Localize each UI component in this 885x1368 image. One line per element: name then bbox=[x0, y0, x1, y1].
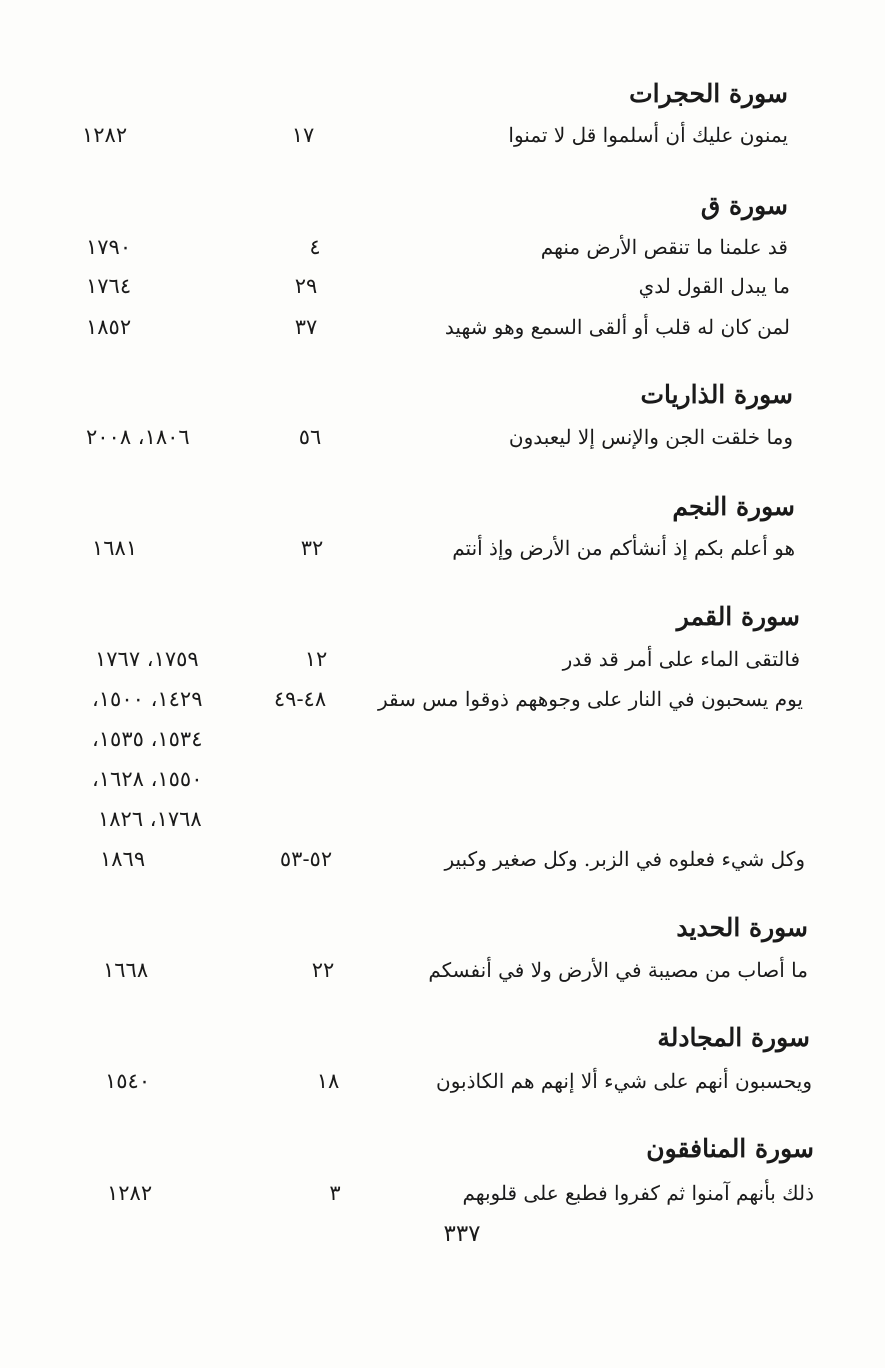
surah-heading: سورة المجادلة bbox=[657, 1023, 810, 1052]
reference-numbers: ١٧٩٠ bbox=[86, 235, 132, 259]
reference-numbers: ١٧٥٩، ١٧٦٧ bbox=[95, 647, 199, 671]
verse-text: وما خلقت الجن والإنس إلا ليعبدون bbox=[508, 425, 793, 449]
ayah-number: ٣٧ bbox=[294, 315, 318, 339]
verse-text: ذلك بأنهم آمنوا ثم كفروا فطبع على قلوبهم bbox=[462, 1181, 814, 1205]
surah-heading: سورة ق bbox=[700, 191, 788, 220]
reference-numbers: ١٤٢٩، ١٥٠٠، bbox=[92, 687, 203, 711]
verse-text: ويحسبون أنهم على شيء ألا إنهم هم الكاذبون bbox=[436, 1069, 812, 1093]
index-row bbox=[0, 118, 885, 152]
ayah-number: ٣ bbox=[329, 1181, 341, 1205]
index-row bbox=[0, 310, 885, 344]
index-row bbox=[0, 1176, 885, 1210]
reference-numbers: ١٥٣٤، ١٥٣٥، bbox=[92, 727, 203, 751]
reference-numbers: ١٦٨١ bbox=[92, 536, 138, 560]
surah-heading: سورة الذاريات bbox=[640, 380, 793, 409]
index-row bbox=[0, 842, 885, 876]
surah-heading: سورة الحديد bbox=[676, 913, 808, 942]
index-row bbox=[0, 722, 885, 756]
ayah-number: ٤٨-٤٩ bbox=[273, 687, 327, 711]
index-row bbox=[0, 230, 885, 264]
verse-text: لمن كان له قلب أو ألقى السمع وهو شهيد bbox=[444, 315, 790, 339]
reference-numbers: ١٢٨٢ bbox=[107, 1181, 153, 1205]
reference-numbers: ١٥٤٠ bbox=[105, 1069, 151, 1093]
index-row bbox=[0, 802, 885, 836]
surah-heading: سورة المنافقون bbox=[646, 1134, 814, 1163]
index-row bbox=[0, 682, 885, 716]
verse-text: وكل شيء فعلوه في الزبر. وكل صغير وكبير bbox=[444, 847, 805, 871]
reference-numbers: ١٨٠٦، ٢٠٠٨ bbox=[86, 425, 190, 449]
ayah-number: ١٢ bbox=[304, 647, 328, 671]
verse-text: ما يبدل القول لدي bbox=[638, 274, 790, 298]
surah-heading: سورة القمر bbox=[676, 602, 800, 631]
reference-numbers: ١٢٨٢ bbox=[82, 123, 128, 147]
index-row bbox=[0, 1064, 885, 1098]
ayah-number: ٢٢ bbox=[311, 958, 335, 982]
ayah-number: ٥٦ bbox=[298, 425, 322, 449]
verse-text: هو أعلم بكم إذ أنشأكم من الأرض وإذ أنتم bbox=[452, 536, 795, 560]
ayah-number: ١٧ bbox=[291, 123, 315, 147]
surah-heading: سورة الحجرات bbox=[629, 79, 788, 108]
verse-text: ما أصاب من مصيبة في الأرض ولا في أنفسكم bbox=[428, 958, 808, 982]
verse-text: قد علمنا ما تنقص الأرض منهم bbox=[540, 235, 788, 259]
surah-heading: سورة النجم bbox=[672, 492, 795, 521]
page-number: ٣٣٧ bbox=[443, 1221, 481, 1247]
verse-text: يوم يسحبون في النار على وجوههم ذوقوا مس سقر bbox=[378, 687, 803, 711]
reference-numbers: ١٦٦٨ bbox=[103, 958, 149, 982]
reference-numbers: ١٨٦٩ bbox=[100, 847, 146, 871]
index-row bbox=[0, 269, 885, 303]
index-row bbox=[0, 762, 885, 796]
reference-numbers: ١٥٥٠، ١٦٢٨، bbox=[92, 767, 203, 791]
reference-numbers: ١٧٦٨، ١٨٢٦ bbox=[98, 807, 202, 831]
ayah-number: ٢٩ bbox=[294, 274, 318, 298]
verse-text: فالتقى الماء على أمر قد قدر bbox=[562, 647, 800, 671]
ayah-number: ٤ bbox=[309, 235, 321, 259]
ayah-number: ٥٢-٥٣ bbox=[279, 847, 333, 871]
ayah-number: ٣٢ bbox=[300, 536, 324, 560]
index-row bbox=[0, 642, 885, 676]
reference-numbers: ١٨٥٢ bbox=[86, 315, 132, 339]
verse-text: يمنون عليك أن أسلموا قل لا تمنوا bbox=[508, 123, 788, 147]
index-row bbox=[0, 420, 885, 454]
ayah-number: ١٨ bbox=[316, 1069, 340, 1093]
index-row bbox=[0, 953, 885, 987]
index-row bbox=[0, 531, 885, 565]
reference-numbers: ١٧٦٤ bbox=[86, 274, 132, 298]
